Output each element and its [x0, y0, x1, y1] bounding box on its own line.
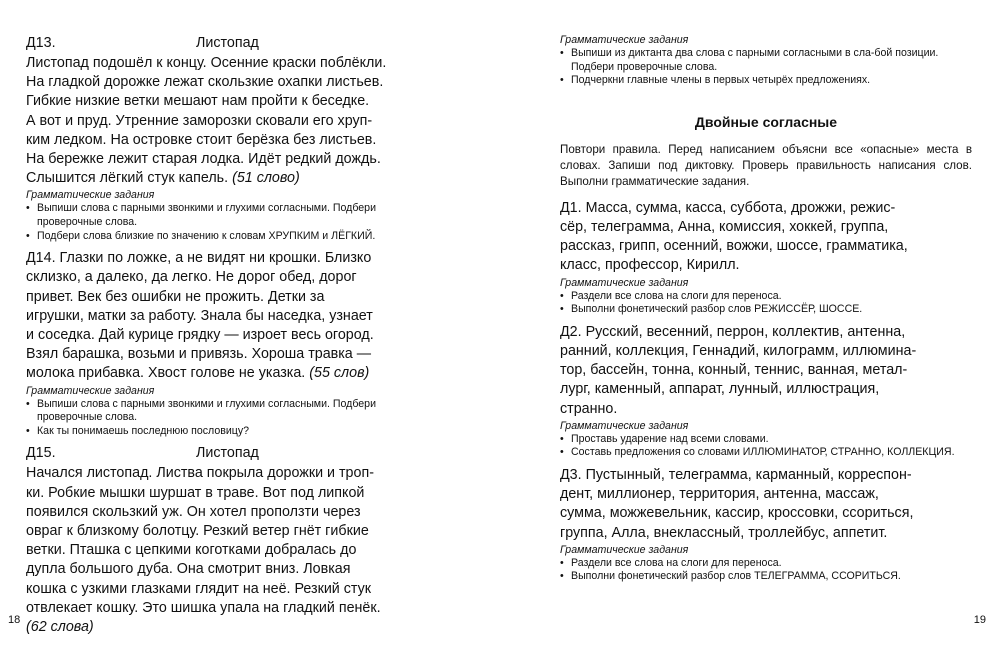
text-line: овраг к близкому болотцу. Резкий ветер гнёт гибкие [26, 523, 369, 540]
d15-title: Листопад [196, 445, 259, 462]
right-page [500, 0, 1000, 656]
d15-number: Д15. [26, 445, 56, 462]
text-line: ранний, коллекция, Геннадий, килограмм, иллюмина- [560, 342, 917, 359]
task-item: • Проставь ударение над всеми словами. [560, 433, 972, 447]
text-line: рассказ, грипп, осенний, вожжи, шоссе, грамматика, [560, 238, 908, 255]
text-line: ким ледком. На островке стоит берёзка без листьев. [26, 131, 377, 148]
d2-text [560, 323, 972, 419]
text-line: сумма, можжевельник, кассир, кроссовки, ссориться, [560, 505, 914, 522]
d14-tasks-title: Грамматические задания [26, 384, 155, 397]
word-count: (62 слова) [26, 619, 94, 636]
text-line: ки. Робкие мышки шуршат в траве. Вот под липкой [26, 484, 365, 501]
text-line: Слышится лёгкий стук капель. (51 слово) [26, 170, 300, 187]
d15-text [26, 464, 438, 637]
section-heading: Двойные согласные [694, 113, 838, 130]
task-item: • Подбери слова близкие по значению к словам ХРУПКИМ и ЛЁГКИЙ. [26, 230, 438, 244]
text-line: Д1. Масса, сумма, касса, суббота, дрожжи, режис- [560, 199, 896, 216]
d13-header [26, 34, 438, 54]
text-line: На гладкой дорожке лежат скользкие охапки листьев. [26, 74, 384, 91]
text-line: игрушки, матки за работу. Знала бы наседка, узнает [26, 307, 373, 324]
d15-header [26, 444, 438, 464]
intro-text: Повтори правила. Перед написанием объясни все «опасные» места в словах. Запиши под диктовку. Проверь правильность написания слов. Выполни грамматические задания. [560, 142, 972, 188]
d1-tasks-title: Грамматические задания [560, 276, 689, 289]
text-line: А вот и пруд. Утренние заморозки сковали его хруп- [26, 112, 373, 129]
word-count: (55 слов) [309, 365, 370, 382]
text-line: Д2. Русский, весенний, перрон, коллектив, антенна, [560, 323, 906, 340]
text-line: сёр, телеграмма, Анна, комиссия, хоккей, группа, [560, 218, 889, 235]
task-item: • Выполни фонетический разбор слов ТЕЛЕГРАММА, ССОРИТЬСЯ. [560, 570, 972, 584]
d3-tasks [560, 557, 972, 584]
d3-tasks-title: Грамматические задания [560, 543, 689, 556]
word-count: (51 слово) [232, 170, 300, 187]
d13-tasks [26, 202, 438, 243]
text-line: тор, бассейн, тонна, конный, теннис, ванная, метал- [560, 362, 908, 379]
text-line: лург, каменный, аппарат, лунный, иллюстрация, [560, 381, 880, 398]
text-line: странно. [560, 400, 618, 417]
text-line: дент, миллионер, территория, антенна, массаж, [560, 486, 879, 503]
d3-text [560, 466, 972, 543]
d2-tasks-title: Грамматические задания [560, 419, 689, 432]
task-item: • Выпиши слова с парными звонкими и глухими согласными. Подбери проверочные слова. [26, 398, 438, 425]
d13-text [26, 54, 438, 188]
page-number: 18 [8, 614, 21, 626]
task-item: • Составь предложения со словами ИЛЛЮМИНАТОР, СТРАННО, КОЛЛЕКЦИЯ. [560, 446, 972, 460]
d1-text [560, 199, 972, 276]
text-line: склизко, а далеко, да легко. Не дорог обед, дорог [26, 269, 357, 286]
text-line: дупла большого дуба. Она смотрит вниз. Ловкая [26, 561, 351, 578]
text-line: На бережке лежит старая лодка. Идёт редкий дождь. [26, 151, 381, 168]
right-column [560, 33, 972, 584]
text-line: Д3. Пустынный, телеграмма, карманный, корреспон- [560, 466, 912, 483]
top-tasks [560, 47, 972, 88]
text-line [26, 618, 438, 637]
text-line: класс, профессор, Кирилл. [560, 257, 740, 274]
text-line: Начался листопад. Листва покрыла дорожки и троп- [26, 465, 374, 482]
d14-text [26, 249, 438, 383]
task-item: • Выпиши из диктанта два слова с парными согласными в сла-бой позиции. Подбери проверочные слова. [560, 47, 972, 74]
text-line: отвлекает кошку. Это шишка упала на гладкий пенёк. [26, 599, 381, 616]
text-line: ветки. Пташка с цепкими коготками добралась до [26, 542, 357, 559]
task-item: • Раздели все слова на слоги для переноса. [560, 290, 972, 304]
text-line: Д14. Глазки по ложке, а не видят ни крошки. Близко [26, 250, 372, 267]
text-line: появился скользкий уж. Он хотел проползти через [26, 503, 361, 520]
task-item: • Подчеркни главные члены в первых четырёх предложениях. [560, 74, 972, 88]
task-item: • Раздели все слова на слоги для переноса. [560, 557, 972, 571]
top-tasks-title: Грамматические задания [560, 34, 689, 46]
text-line: молока прибавка. Хвост голове не указка. (55 слов) [26, 365, 370, 382]
d13-number: Д13. [26, 35, 56, 51]
text-line: кошка с узкими глазками глядит на неё. Резкий стук [26, 580, 372, 597]
d14-tasks [26, 398, 438, 439]
d2-tasks [560, 433, 972, 460]
d13-title: Листопад [196, 35, 259, 51]
d14-number: Д14. [26, 250, 56, 267]
text-line: и соседка. Дай курице грядку — изроет весь огород. [26, 327, 374, 344]
text-line: Взял барашка, возьми и привязь. Хороша травка — [26, 346, 372, 363]
text-line: Гибкие низкие ветки мешают нам пройти к беседке. [26, 93, 370, 110]
page-number: 19 [973, 614, 986, 626]
d13-tasks-title: Грамматические задания [26, 189, 155, 202]
text-line: группа, Алла, внеклассный, троллейбус, аппетит. [560, 524, 888, 541]
task-item: • Выпиши слова с парными звонкими и глухими согласными. Подбери проверочные слова. [26, 202, 438, 229]
text-line: Листопад подошёл к концу. Осенние краски поблёкли. [26, 55, 387, 71]
text-line: привет. Век без ошибки не прожить. Детки за [26, 288, 325, 305]
task-item: • Выполни фонетический разбор слов РЕЖИССЁР, ШОССЕ. [560, 303, 972, 317]
left-column [26, 34, 438, 637]
d1-tasks [560, 290, 972, 317]
task-item: • Как ты понимаешь последнюю пословицу? [26, 425, 438, 439]
